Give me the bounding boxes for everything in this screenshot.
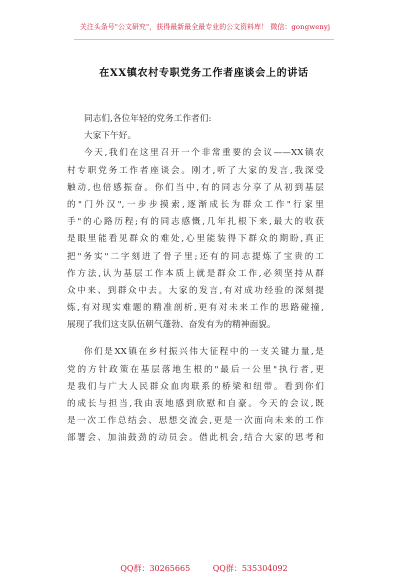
paragraph-line: 的"门外汉",一步步摸索,逐渐成长为群众工作"行家里 [67,199,324,210]
paragraph-line: 的成长与担当,我由衷地感到欣慰和自豪。今天的会议,既 [67,399,324,409]
header-divider [74,39,334,40]
paragraph-line: 触动,也倍感振奋。你们当中,有的同志分享了从初到基层 [67,182,324,193]
header-notice: 关注头条号"公文研究"，获得最新最全最专业的公文资料库！ 微信：gongwenyj [79,23,331,31]
paragraph-gap [84,334,324,344]
paragraph-line: 炼,有对现实难题的精准剖析,更有对未来工作的思路碰撞, [67,303,324,314]
paragraph-line: 是我们与广大人民群众血肉联系的桥梁和纽带。看到你们 [67,381,324,392]
paragraph-line: 党的方针政策在基层落地生根的"最后一公里"执行者,更 [67,364,324,375]
paragraph-line: 手"的心路历程;有的同志感慨,几年扎根下来,最大的收获 [67,217,324,228]
salutation-line: 同志们,各位年轻的党务工作者们: [84,114,212,124]
footer-contact [40,563,368,574]
paragraph-line: 展现了我们这支队伍朝气蓬勃、奋发有为的精神面貌。 [67,320,276,331]
paragraph-line: 村专职党务工作者座谈会。刚才,听了大家的发言,我深受 [67,165,324,176]
paragraph-line: 是眼里能看见群众的难处,心里能装得下群众的期盼,真正 [67,234,324,245]
paragraph-line: 今天,我们在这里召开一个非常重要的会议——XX镇农 [84,148,324,159]
paragraph-line: 是一次工作总结会、思想交流会,更是一次面向未来的工作 [67,416,324,427]
greeting-line: 大家下午好。 [84,131,137,142]
paragraph-line: 把"务实"二字刻进了骨子里;还有的同志提炼了宝贵的工 [67,251,324,262]
document-body [67,111,324,448]
paragraph-line: 作方法,认为基层工作本质上就是群众工作,必须坚持从群 [67,268,324,279]
document-title: 在XX镇农村专职党务工作者座谈会上的讲话 [99,68,309,79]
paragraph-line: 部署会、加油鼓劲的动员会。借此机会,结合大家的思考和 [67,433,324,444]
footer-qq-group-1: QQ群：30265665 [120,564,191,573]
paragraph-line: 众中来、到群众中去。大家的发言,有对成功经验的深刻提 [67,285,324,296]
paragraph-line: 你们是XX镇在乡村振兴伟大征程中的一支关键力量,是 [84,347,324,358]
footer-qq-group-2: QQ群：535304092 [212,564,288,573]
